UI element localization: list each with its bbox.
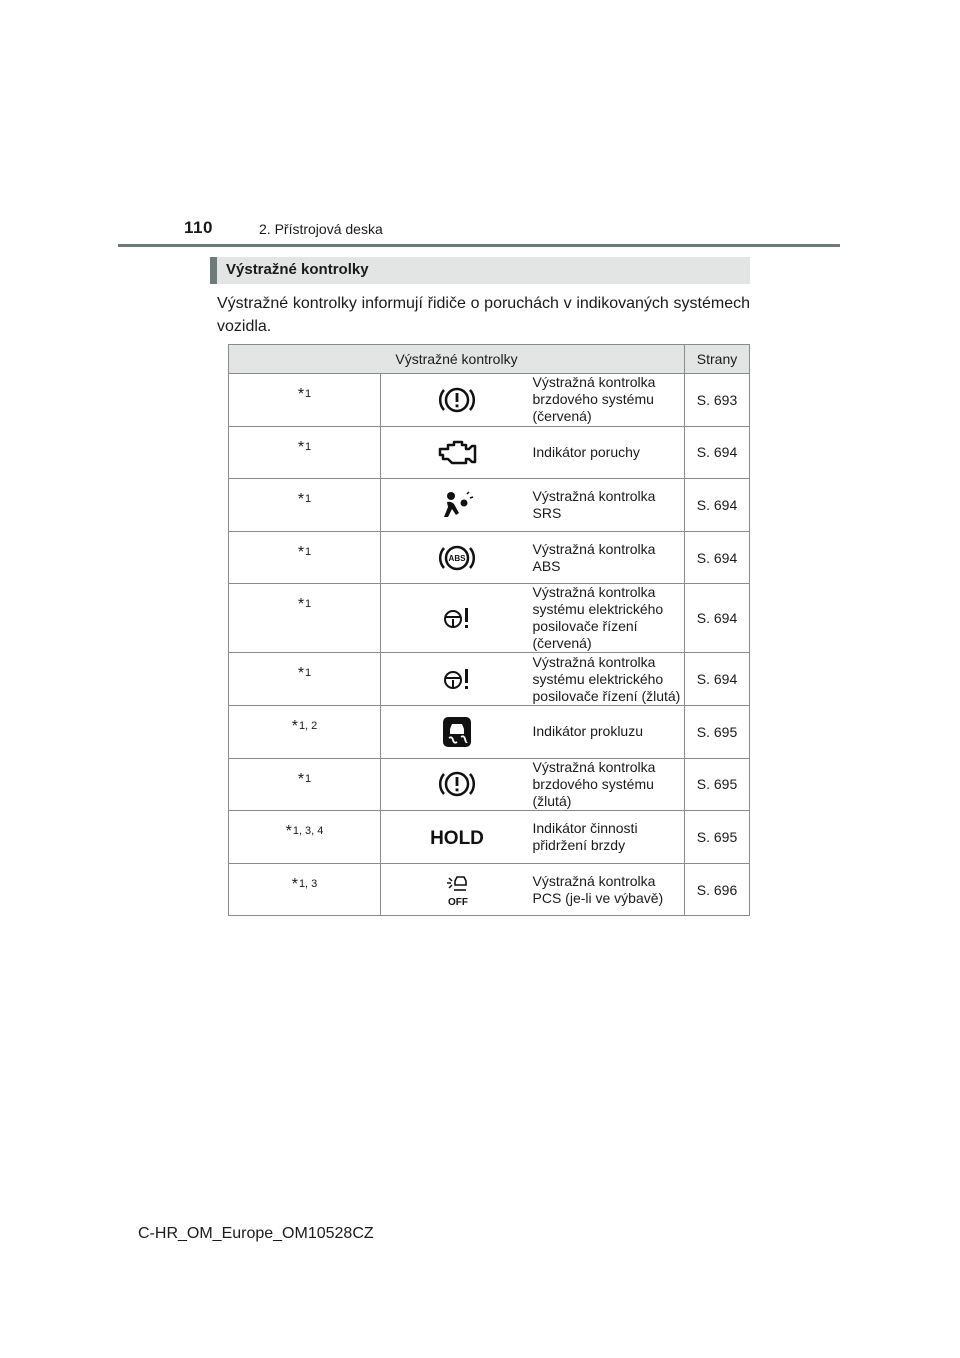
page-reference: S. 693 [685, 374, 750, 427]
page-number: 110 [184, 218, 213, 237]
table-header-row [229, 345, 750, 374]
page-reference: S. 695 [685, 758, 750, 811]
hold-indicator-icon [381, 811, 533, 864]
page-reference: S. 694 [685, 531, 750, 584]
page-reference: S. 696 [685, 863, 750, 916]
section-heading [210, 257, 750, 284]
page-reference: S. 694 [685, 426, 750, 479]
svg-text:HOLD: HOLD [429, 827, 484, 849]
table-row [229, 426, 750, 479]
table-row [229, 705, 750, 758]
warning-description: Výstražná kontrolka SRS [533, 479, 685, 532]
table-row [229, 653, 750, 706]
footnote-marker: *1 [229, 653, 381, 706]
slip-indicator-icon [381, 705, 533, 758]
warning-description: Indikátor prokluzu [533, 705, 685, 758]
warning-description: Výstražná kontrolka PCS (je-li ve výbavě) [533, 863, 685, 916]
footnote-marker: *1 [229, 426, 381, 479]
pcs-off-icon [381, 863, 533, 916]
col-header-warning-lights: Výstražné kontrolky [229, 345, 685, 374]
section-title: Výstražné kontrolky [226, 261, 369, 278]
footnote-marker: *1, 3, 4 [229, 811, 381, 864]
warning-description: Výstražná kontrolka brzdového systému (červená) [533, 374, 685, 427]
warning-description: Výstražná kontrolka brzdového systému (žlutá) [533, 758, 685, 811]
table-row [229, 863, 750, 916]
warning-lights-table [228, 344, 750, 916]
table-row [229, 811, 750, 864]
abs-icon [381, 531, 533, 584]
page-reference: S. 694 [685, 584, 750, 653]
chapter-title: 2. Přístrojová deska [259, 221, 383, 237]
warning-description: Indikátor poruchy [533, 426, 685, 479]
svg-text:OFF: OFF [447, 896, 468, 908]
footnote-marker: *1 [229, 374, 381, 427]
footnote-marker: *1, 2 [229, 705, 381, 758]
page-reference: S. 694 [685, 653, 750, 706]
eps-warning-icon [381, 584, 533, 653]
table-row [229, 531, 750, 584]
warning-description: Výstražná kontrolka systému elektrického posilovače řízení (červená) [533, 584, 685, 653]
header-rule [118, 244, 840, 247]
page-reference: S. 695 [685, 705, 750, 758]
col-header-pages: Strany [685, 345, 750, 374]
document-code: C-HR_OM_Europe_OM10528CZ [138, 1225, 374, 1242]
brake-warning-icon [381, 374, 533, 427]
warning-description: Výstražná kontrolka systému elektrického posilovače řízení (žlutá) [533, 653, 685, 706]
table-row [229, 374, 750, 427]
warning-description: Výstražná kontrolka ABS [533, 531, 685, 584]
footnote-marker: *1 [229, 531, 381, 584]
table-row [229, 479, 750, 532]
svg-text:ABS: ABS [448, 553, 466, 563]
footnote-marker: *1 [229, 584, 381, 653]
section-accent [210, 257, 217, 284]
brake-warning-icon [381, 758, 533, 811]
table-row [229, 758, 750, 811]
table-row [229, 584, 750, 653]
eps-warning-icon [381, 653, 533, 706]
intro-paragraph: Výstražné kontrolky informují řidiče o poruchách v indikovaných systémech vozidla. [217, 295, 750, 335]
footnote-marker: *1 [229, 479, 381, 532]
footnote-marker: *1 [229, 758, 381, 811]
engine-malfunction-icon [381, 426, 533, 479]
warning-description: Indikátor činnosti přidržení brzdy [533, 811, 685, 864]
page-reference: S. 695 [685, 811, 750, 864]
page-reference: S. 694 [685, 479, 750, 532]
footnote-marker: *1, 3 [229, 863, 381, 916]
srs-airbag-icon [381, 479, 533, 532]
